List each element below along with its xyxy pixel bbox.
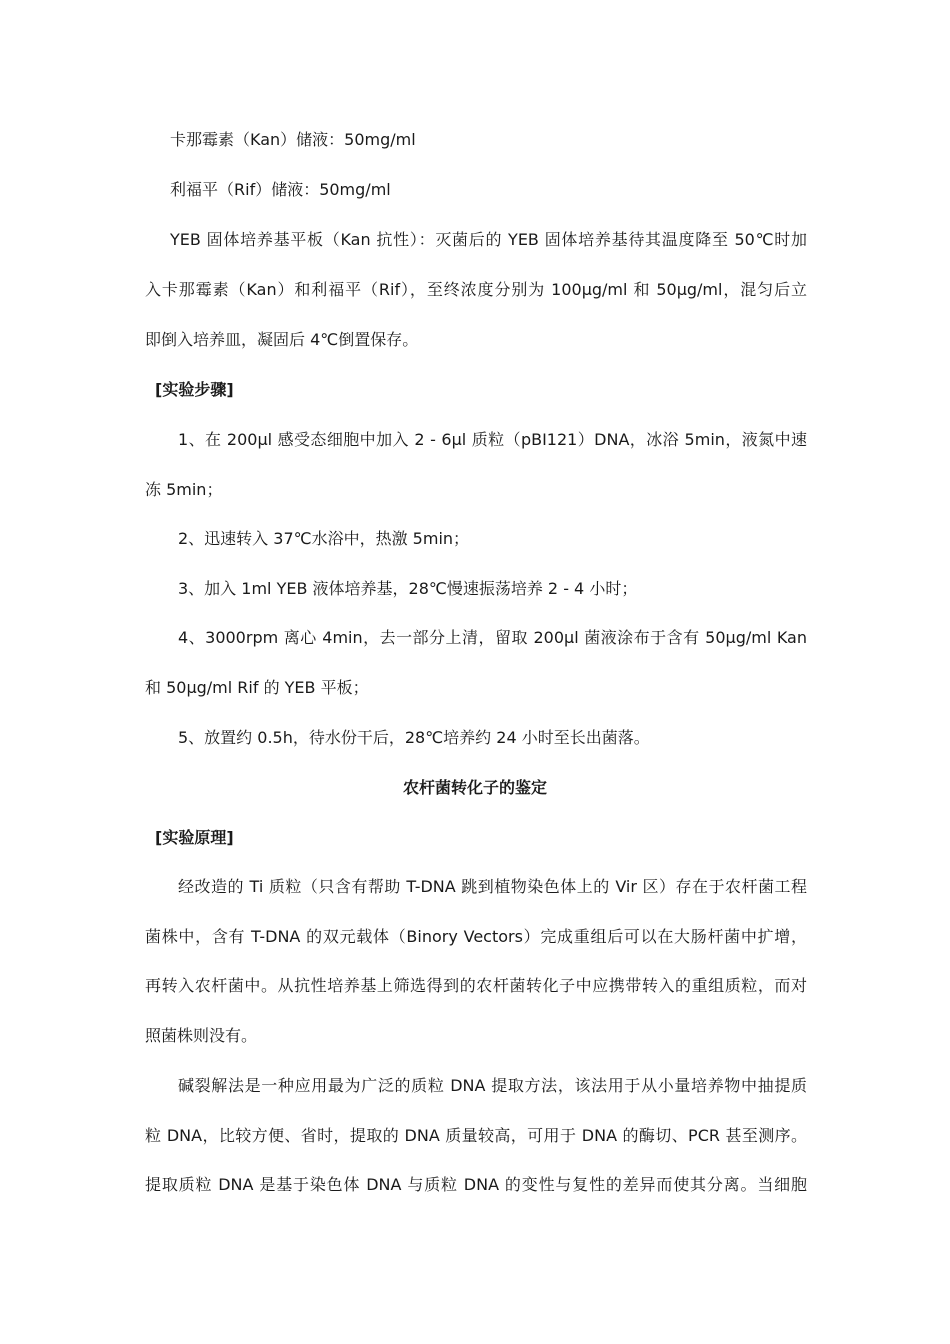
step-4-line-1: 4、3000rpm 离心 4min，去一部分上清，留取 200μl 菌液涂布于含有 50μg/ml Kan (178, 628, 807, 647)
section-title: 农杆菌转化子的鉴定 (402, 778, 547, 797)
steps-heading: [实验步骤] (155, 380, 234, 399)
step-5: 5、放置约 0.5h，待水份干后，28℃培养约 24 小时至长出菌落。 (178, 728, 650, 747)
kan-stock-line: 卡那霉素（Kan）储液：50mg/ml (170, 130, 416, 149)
principle-paragraph-2-line-3: 提取质粒 DNA 是基于染色体 DNA 与质粒 DNA 的变性与复性的差异而使其分离。当细胞 (145, 1175, 807, 1194)
principle-paragraph-1-line-4: 照菌株则没有。 (145, 1026, 258, 1045)
step-4-line-2: 和 50μg/ml Rif 的 YEB 平板； (145, 678, 369, 697)
plate-paragraph-line-2: 入卡那霉素（Kan）和利福平（Rif），至终浓度分别为 100μg/ml 和 50μg/ml，混匀后立 (145, 280, 807, 299)
principle-paragraph-2-line-1: 碱裂解法是一种应用最为广泛的质粒 DNA 提取方法，该法用于从小量培养物中抽提质 (178, 1076, 807, 1095)
step-1-line-1: 1、在 200μl 感受态细胞中加入 2 - 6μl 质粒（pBI121）DNA，冰浴 5min，液氮中速 (178, 430, 807, 449)
principle-paragraph-1-line-1: 经改造的 Ti 质粒（只含有帮助 T-DNA 跳到植物染色体上的 Vir 区）存在于农杆菌工程 (178, 877, 807, 896)
principle-paragraph-1-line-2: 菌株中，含有 T-DNA 的双元载体（Binory Vectors）完成重组后可以在大肠杆菌中扩增， (145, 927, 807, 946)
plate-paragraph-line-3: 即倒入培养皿，凝固后 4℃倒置保存。 (145, 330, 419, 349)
step-2: 2、迅速转入 37℃水浴中，热激 5min； (178, 529, 470, 548)
step-3: 3、加入 1ml YEB 液体培养基，28℃慢速振荡培养 2 - 4 小时； (178, 579, 638, 598)
step-1-line-2: 冻 5min； (145, 480, 223, 499)
plate-paragraph-line-1: YEB 固体培养基平板（Kan 抗性）：灭菌后的 YEB 固体培养基待其温度降至 50℃时加 (170, 230, 807, 249)
principle-paragraph-2-line-2: 粒 DNA，比较方便、省时，提取的 DNA 质量较高，可用于 DNA 的酶切、PCR 甚至测序。 (145, 1126, 807, 1145)
principle-paragraph-1-line-3: 再转入农杆菌中。从抗性培养基上筛选得到的农杆菌转化子中应携带转入的重组质粒，而对 (145, 976, 807, 995)
principle-heading: [实验原理] (155, 828, 234, 847)
rif-stock-line: 利福平（Rif）储液：50mg/ml (170, 180, 391, 199)
